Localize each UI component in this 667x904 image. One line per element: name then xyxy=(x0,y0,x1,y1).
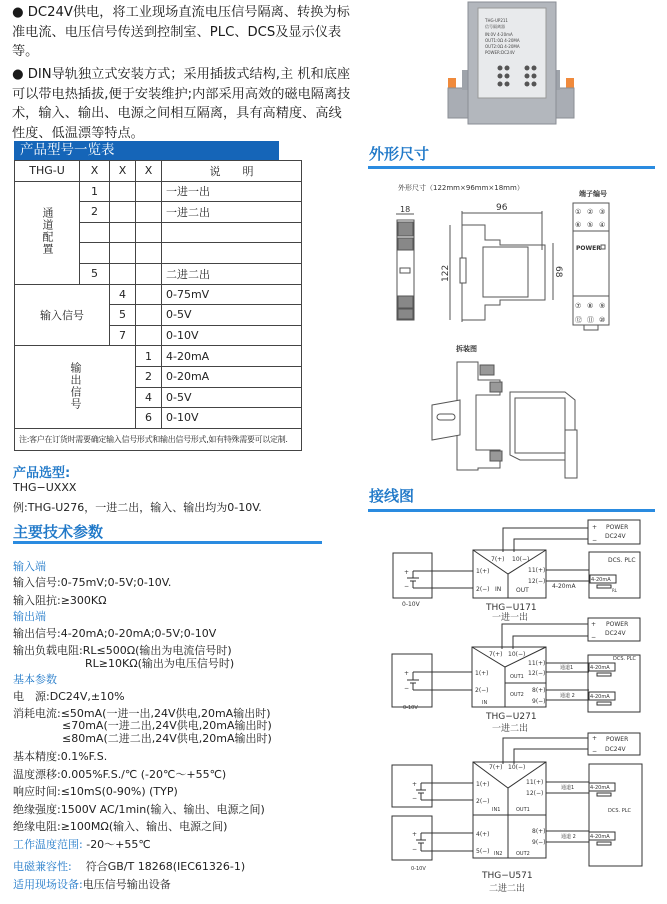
terminal-number: ⑩ xyxy=(599,316,606,324)
desc-cell: 4-20mA xyxy=(162,346,302,367)
input-label: 输入信号 xyxy=(15,284,110,346)
in-label: IN xyxy=(482,700,488,706)
assembly-title: 拆装图 xyxy=(456,345,477,353)
dimension-drawing xyxy=(396,183,609,330)
dim-122: 122 xyxy=(441,264,451,282)
out2-label: OUT2 xyxy=(510,692,524,698)
terminal-number: ⑥ xyxy=(575,221,582,229)
emc-label: 电磁兼容性: xyxy=(13,860,72,873)
terminal-label: 12(−) xyxy=(528,670,546,677)
code-cell: 1 xyxy=(80,181,110,202)
svg-text:−: − xyxy=(592,748,598,755)
svg-text:+: + xyxy=(412,831,418,838)
desc-cell: 0-5V xyxy=(162,305,302,326)
insulation-strength: 绝缘强度:1500V AC/1min(输入、输出、电源之间) xyxy=(13,803,265,816)
code-cell: 5 xyxy=(110,305,136,326)
product-label-line: THG-UP211 xyxy=(485,18,508,23)
terminal-label: 7(+) xyxy=(489,651,503,658)
desc-cell: 一进一出 xyxy=(162,181,302,202)
terminal-number: ⑨ xyxy=(599,302,606,310)
code-cell: 2 xyxy=(136,366,162,387)
code-cell: 1 xyxy=(136,346,162,367)
channel1-label: 通道1 xyxy=(560,665,574,671)
product-label-line: OUT1:0Ω 4-20MA xyxy=(485,38,520,43)
consumption-2: ≤70mA(一进二出,24V供电,20mA输出时) xyxy=(62,719,272,732)
terminal-number: ① xyxy=(575,208,582,216)
svg-text:−: − xyxy=(412,846,418,853)
terminal-number: ② xyxy=(587,208,594,216)
terminal-label: 1(+) xyxy=(476,781,490,788)
wiring-diagram-u571 xyxy=(392,733,642,894)
dimensions-title: 外形尺寸 xyxy=(369,145,430,163)
specs-title: 主要技术参数 xyxy=(13,523,104,541)
loop-current-label: 4-20mA xyxy=(590,694,610,700)
product-label-line: POWER:DC24V xyxy=(485,50,515,55)
accuracy: 基本精度:0.1%F.S. xyxy=(13,750,108,763)
power-label: POWER xyxy=(606,621,629,628)
svg-text:−: − xyxy=(412,795,418,802)
selection-example: 例:THG-U276，一进二出，输入、输出均为0-10V. xyxy=(13,501,262,514)
consumption-1: 消耗电流:≤50mA(一进一出,24V供电,20mA输出时) xyxy=(13,707,271,720)
desc-cell: 一进二出 xyxy=(162,202,302,223)
terminal-number: ⑦ xyxy=(575,302,582,310)
terminal-label: 1(+) xyxy=(476,568,490,575)
model-desc: 二进二出 xyxy=(489,884,526,894)
terminal-label: 11(+) xyxy=(528,567,546,574)
basic-heading: 基本参数 xyxy=(13,673,57,686)
terminal-number: ⑪ xyxy=(587,316,594,324)
dc24v-label: DC24V xyxy=(605,746,626,753)
desc-cell: 二进二出 xyxy=(162,263,302,284)
desc-cell: 0-10V xyxy=(162,408,302,429)
selection-code: THG−UXXX xyxy=(13,481,77,494)
model-label: THG−U271 xyxy=(486,712,537,722)
terminal-label: 9(−) xyxy=(532,698,546,705)
desc-cell: 0-5V xyxy=(162,387,302,408)
channel2-label: 通道 2 xyxy=(561,834,576,840)
svg-text:+: + xyxy=(412,781,418,788)
terminal-label: 4(+) xyxy=(476,831,490,838)
wiring-diagram-u271 xyxy=(392,618,640,734)
svg-text:−: − xyxy=(592,537,598,544)
dim-18: 18 xyxy=(400,205,411,214)
intro-text-1: DC24V供电，将工业现场直流电压信号隔离、转换为标准电流、电压信号传送到控制室、PLC、DCS及显示仪表等。 xyxy=(12,5,350,59)
terminal-number: ⑫ xyxy=(575,316,582,324)
terminal-label: 10(−) xyxy=(508,764,526,771)
header-cell: THG-U xyxy=(15,161,80,182)
temp-label: 工作温度范围: xyxy=(13,838,83,851)
desc-cell: 0-10V xyxy=(162,325,302,346)
model-table-title: 产品型号一览表 xyxy=(14,141,279,160)
emc-value: 符合GB/T 18268(IEC61326-1) xyxy=(85,860,246,873)
dcs-label: DCS. PLC xyxy=(608,557,636,564)
terminal-label: 7(+) xyxy=(491,556,505,563)
out1-label: OUT1 xyxy=(510,674,524,680)
out2-label: OUT2 xyxy=(516,851,530,857)
power-label: POWER xyxy=(606,524,629,531)
svg-text:+: + xyxy=(591,621,597,628)
output-load-2: RL≥10KΩ(输出为电压信号时) xyxy=(85,657,235,670)
svg-text:+: + xyxy=(404,569,410,576)
table-note: 注:客户在订货时需要确定输入信号形式和输出信号形式,如有特殊需要可以定制. xyxy=(15,428,302,450)
code-cell: 2 xyxy=(80,202,110,223)
input-signal: 输入信号:0-75mV;0-5V;0-10V. xyxy=(13,576,172,589)
svg-text:−: − xyxy=(404,583,410,590)
loop-current-label: 4-20mA xyxy=(590,785,610,791)
terminal-label: 2(−) xyxy=(476,798,490,805)
rl-label: RL xyxy=(612,588,618,593)
out1-label: OUT1 xyxy=(516,807,530,813)
terminal-label: 7(+) xyxy=(489,764,503,771)
terminal-label: 10(−) xyxy=(508,651,526,658)
code-cell: 4 xyxy=(136,387,162,408)
terminal-label: 11(+) xyxy=(526,779,544,786)
loop-current-label: 4-20mA xyxy=(590,665,610,671)
header-cell: 说 明 xyxy=(162,161,302,182)
dim-68: 68 xyxy=(553,266,563,278)
consumption-3: ≤80mA(二进二出,24V供电,20mA输出时) xyxy=(62,732,272,745)
terminal-title: 端子编号 xyxy=(579,190,607,198)
input-heading: 输入端 xyxy=(13,560,46,573)
header-cell: X xyxy=(110,161,136,182)
power-label: POWER xyxy=(606,736,629,743)
terminal-label: 8(+) xyxy=(532,828,546,835)
model-label: THG−U571 xyxy=(482,871,533,881)
power-spec: 电 源:DC24V,±10% xyxy=(13,690,125,703)
in2-label: IN2 xyxy=(494,851,503,857)
intro-bullet-1: ● DC24V供电，将工业现场直流电压信号隔离、转换为标准电流、电压信号传送到控制室、PLC、DCS及显示仪表等。 xyxy=(12,5,350,59)
in1-label: IN1 xyxy=(492,807,501,813)
current-label: 4-20mA xyxy=(552,583,576,590)
svg-text:+: + xyxy=(592,524,598,531)
output-heading: 输出端 xyxy=(13,610,46,623)
terminal-label: 12(−) xyxy=(528,578,546,585)
wiring-diagram-u171 xyxy=(393,520,640,623)
svg-text:+: + xyxy=(404,670,410,677)
in-label: IN xyxy=(495,586,502,593)
model-desc: 一进二出 xyxy=(492,724,529,734)
source-label: 0-10V xyxy=(403,705,418,711)
code-cell: 6 xyxy=(136,408,162,429)
model-label: THG−U171 xyxy=(486,603,537,613)
terminal-label: 2(−) xyxy=(476,586,490,593)
drift: 温度漂移:0.005%F.S./℃ (-20℃～+55℃) xyxy=(13,768,227,781)
code-cell: 4 xyxy=(110,284,136,305)
product-label-line: 信号隔离器 xyxy=(485,24,505,29)
terminal-label: 2(−) xyxy=(475,687,489,694)
terminal-label: 10(−) xyxy=(512,556,530,563)
out-label: OUT xyxy=(516,587,529,594)
desc-cell: 0-75mV xyxy=(162,284,302,305)
product-photo xyxy=(448,2,574,124)
header-cell: X xyxy=(136,161,162,182)
selection-title: 产品选型: xyxy=(13,466,71,481)
product-label-line: OUT2:0Ω 4-20MA xyxy=(485,44,520,49)
assembly-drawing xyxy=(432,344,577,478)
header-cell: X xyxy=(80,161,110,182)
output-load-1: 输出负载电阻:RL≤500Ω(输出为电流信号时) xyxy=(13,644,232,657)
power-indicator-label: POWER xyxy=(576,245,601,252)
loop-current-label: 4-20mA xyxy=(590,834,610,840)
product-label-line: IN:0V 4-20mA xyxy=(485,32,513,37)
svg-text:−: − xyxy=(591,634,597,641)
apply-label: 适用现场设备: xyxy=(13,878,83,891)
channel-label: 通道配置 xyxy=(41,207,54,256)
desc-cell: 0-20mA xyxy=(162,366,302,387)
terminal-number: ⑤ xyxy=(587,221,594,229)
output-signal: 输出信号:4-20mA;0-20mA;0-5V;0-10V xyxy=(13,627,217,640)
dimension-caption: 外形尺寸（122mm×96mm×18mm） xyxy=(398,184,524,192)
intro-bullet-2: ● DIN导轨独立式安装方式；采用插拔式结构,主 机和底座可以带电热插拔,便于安装维护;内部采用高效的磁电隔离技术，输入、输出、电源之间相互隔离，具有高精度、高线性度、低温漂等特点。 xyxy=(12,67,351,141)
dc24v-label: DC24V xyxy=(605,630,626,637)
intro-text-2: DIN导轨独立式安装方式；采用插拔式结构,主 机和底座可以带电热插拔,便于安装维护;内部采用高效的磁电隔离技术，输入、输出、电源之间相互隔离，具有高精度、高线性度、低温漂等特点。 xyxy=(12,67,351,141)
wiring-title: 接线图 xyxy=(369,487,415,505)
source-label: 0-10V xyxy=(411,866,426,872)
response: 响应时间:≤10mS(0-90%) (TYP) xyxy=(13,785,178,798)
terminal-label: 5(−) xyxy=(476,848,490,855)
terminal-number: ④ xyxy=(599,221,606,229)
code-cell: 5 xyxy=(80,263,110,284)
source-label: 0-10V xyxy=(402,601,420,608)
model-desc: 一进一出 xyxy=(492,613,529,623)
code-cell: 7 xyxy=(110,325,136,346)
dc24v-label: DC24V xyxy=(605,533,626,540)
dcs-label: DCS. PLC xyxy=(608,808,631,814)
svg-text:+: + xyxy=(592,735,598,742)
terminal-label: 1(+) xyxy=(475,670,489,677)
svg-text:−: − xyxy=(404,685,410,692)
input-impedance: 输入阻抗:≥300KΩ xyxy=(13,594,107,607)
dcs-label: DCS. PLC xyxy=(613,656,636,662)
loop-current-label: 4-20mA xyxy=(591,577,611,583)
terminal-number: ⑧ xyxy=(587,302,594,310)
terminal-label: 11(+) xyxy=(528,660,546,667)
terminal-label: 12(−) xyxy=(526,790,544,797)
insulation-resistance: 绝缘电阻:≥100MΩ(输入、输出、电源之间) xyxy=(13,820,228,833)
channel1-label: 通道1 xyxy=(561,785,575,791)
terminal-label: 8(+) xyxy=(532,687,546,694)
terminal-number: ③ xyxy=(599,208,606,216)
channel2-label: 通道 2 xyxy=(560,693,575,699)
dim-96: 96 xyxy=(496,203,508,213)
terminal-label: 9(−) xyxy=(532,839,546,846)
apply-value: 电压信号输出设备 xyxy=(82,878,171,891)
output-label: 输出信号 xyxy=(69,361,82,410)
temp-value: -20～+55℃ xyxy=(86,838,151,851)
